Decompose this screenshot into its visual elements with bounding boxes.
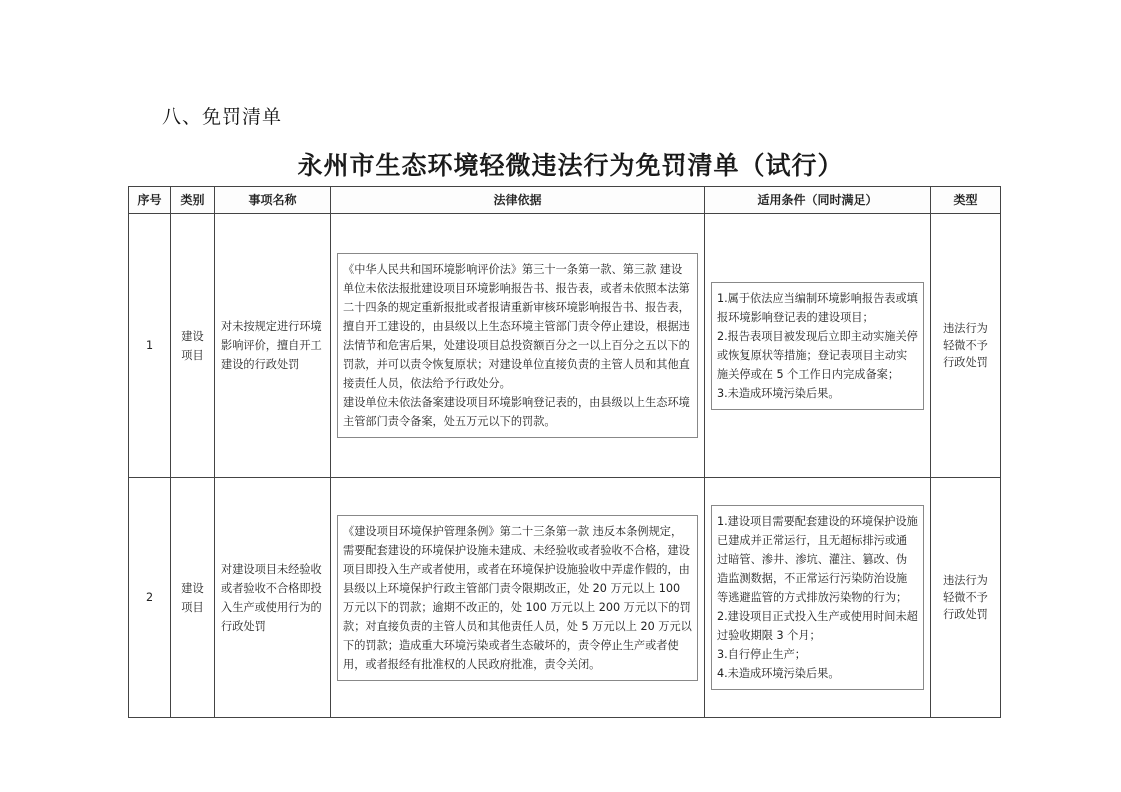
header-legal-basis: 法律依据	[331, 187, 705, 214]
document-title: 永州市生态环境轻微违法行为免罚清单（试行）	[297, 151, 844, 180]
condition-item: 3.自行停止生产；	[717, 648, 806, 661]
legal-basis-paragraph: 建设单位未依法备案建设项目环境影响登记表的，由县级以上生态环境主管部门责令备案，处五万元以下的罚款。	[343, 396, 690, 428]
row-category	[171, 214, 215, 478]
row-type	[931, 478, 1001, 718]
condition-item: 1.建设项目需要配套建设的环境保护设施已建成并正常运行，且无超标排污或通过暗管、渗井、渗坑、灌注、篡改、伪造监测数据，不正常运行污染防治设施等逃避监管的方式排放污染物的行为；	[717, 515, 918, 604]
row-category-text: 建设项目	[181, 581, 204, 614]
header-type: 类型	[931, 187, 1001, 214]
legal-basis-paragraph: 《建设项目环境保护管理条例》第二十三条第一款 违反本条例规定，需要配套建设的环境保护设施未建成、未经验收或者验收不合格，建设项目即投入生产或者使用，或者在环境保护设施验收中弄虚作假的，由县级以上环境保护行政主管部门责令限期改正，处 20 万元以上 100 万元以下的罚款；逾期不改正的，处 100 万元以上 200 万元以下的罚款；对直接负责的主管人员和其他责任人员，处 5 万元以上 20 万元以下的罚款；造成重大环境污染或者生态破坏的，责令停止生产或者使用，或者报经有批准权的人民政府批准，责令关闭。	[343, 524, 692, 671]
row-item-name: 对未按规定进行环境影响评价，擅自开工建设的行政处罚	[215, 214, 331, 478]
row-type-text: 违法行为轻微不予行政处罚	[943, 573, 988, 621]
table-row	[129, 214, 1001, 478]
legal-basis-paragraph: 《中华人民共和国环境影响评价法》第三十一条第一款、第三款 建设单位未依法报批建设项目环境影响报告书、报告表，或者未依照本法第二十四条的规定重新报批或者报请重新审核环境影响报告书、报告表，擅自开工建设的，由县级以上生态环境主管部门责令停止建设，根据违法情节和危害后果，处建设项目总投资额百分之一以上百分之五以下的罚款，并可以责令恢复原状；对建设单位直接负责的主管人员和其他直接责任人员，依法给予行政处分。	[343, 263, 690, 390]
table-header-row	[129, 187, 1001, 214]
condition-item: 4.未造成环境污染后果。	[717, 667, 840, 680]
row-legal-basis	[331, 478, 705, 718]
condition-item: 2.报告表项目被发现后立即主动实施关停或恢复原状等措施；登记表项目主动实施关停或在 5 个工作日内完成备案；	[717, 329, 918, 381]
row-number: 1	[129, 214, 171, 478]
table-row	[129, 478, 1001, 718]
row-conditions	[705, 214, 931, 478]
row-category	[171, 478, 215, 718]
legal-basis-box	[337, 515, 698, 681]
conditions-box	[711, 505, 924, 690]
header-item-name: 事项名称	[215, 187, 331, 214]
row-type	[931, 214, 1001, 478]
row-legal-basis	[331, 214, 705, 478]
header-no: 序号	[129, 187, 171, 214]
header-category: 类别	[171, 187, 215, 214]
row-number: 2	[129, 478, 171, 718]
row-type-text: 违法行为轻微不予行政处罚	[943, 321, 988, 369]
condition-item: 1.属于依法应当编制环境影响报告表或填报环境影响登记表的建设项目；	[717, 291, 918, 324]
row-item-name: 对建设项目未经验收或者验收不合格即投入生产或使用行为的行政处罚	[215, 478, 331, 718]
condition-item: 3.未造成环境污染后果。	[717, 386, 840, 400]
row-conditions	[705, 478, 931, 718]
penalty-exemption-table	[128, 186, 1001, 718]
row-category-text: 建设项目	[181, 329, 204, 362]
conditions-box	[711, 282, 924, 410]
condition-item: 2.建设项目正式投入生产或使用时间未超过验收期限 3 个月；	[717, 610, 918, 642]
header-conditions: 适用条件（同时满足）	[705, 187, 931, 214]
section-heading: 八、免罚清单	[162, 106, 283, 128]
legal-basis-box	[337, 253, 698, 438]
